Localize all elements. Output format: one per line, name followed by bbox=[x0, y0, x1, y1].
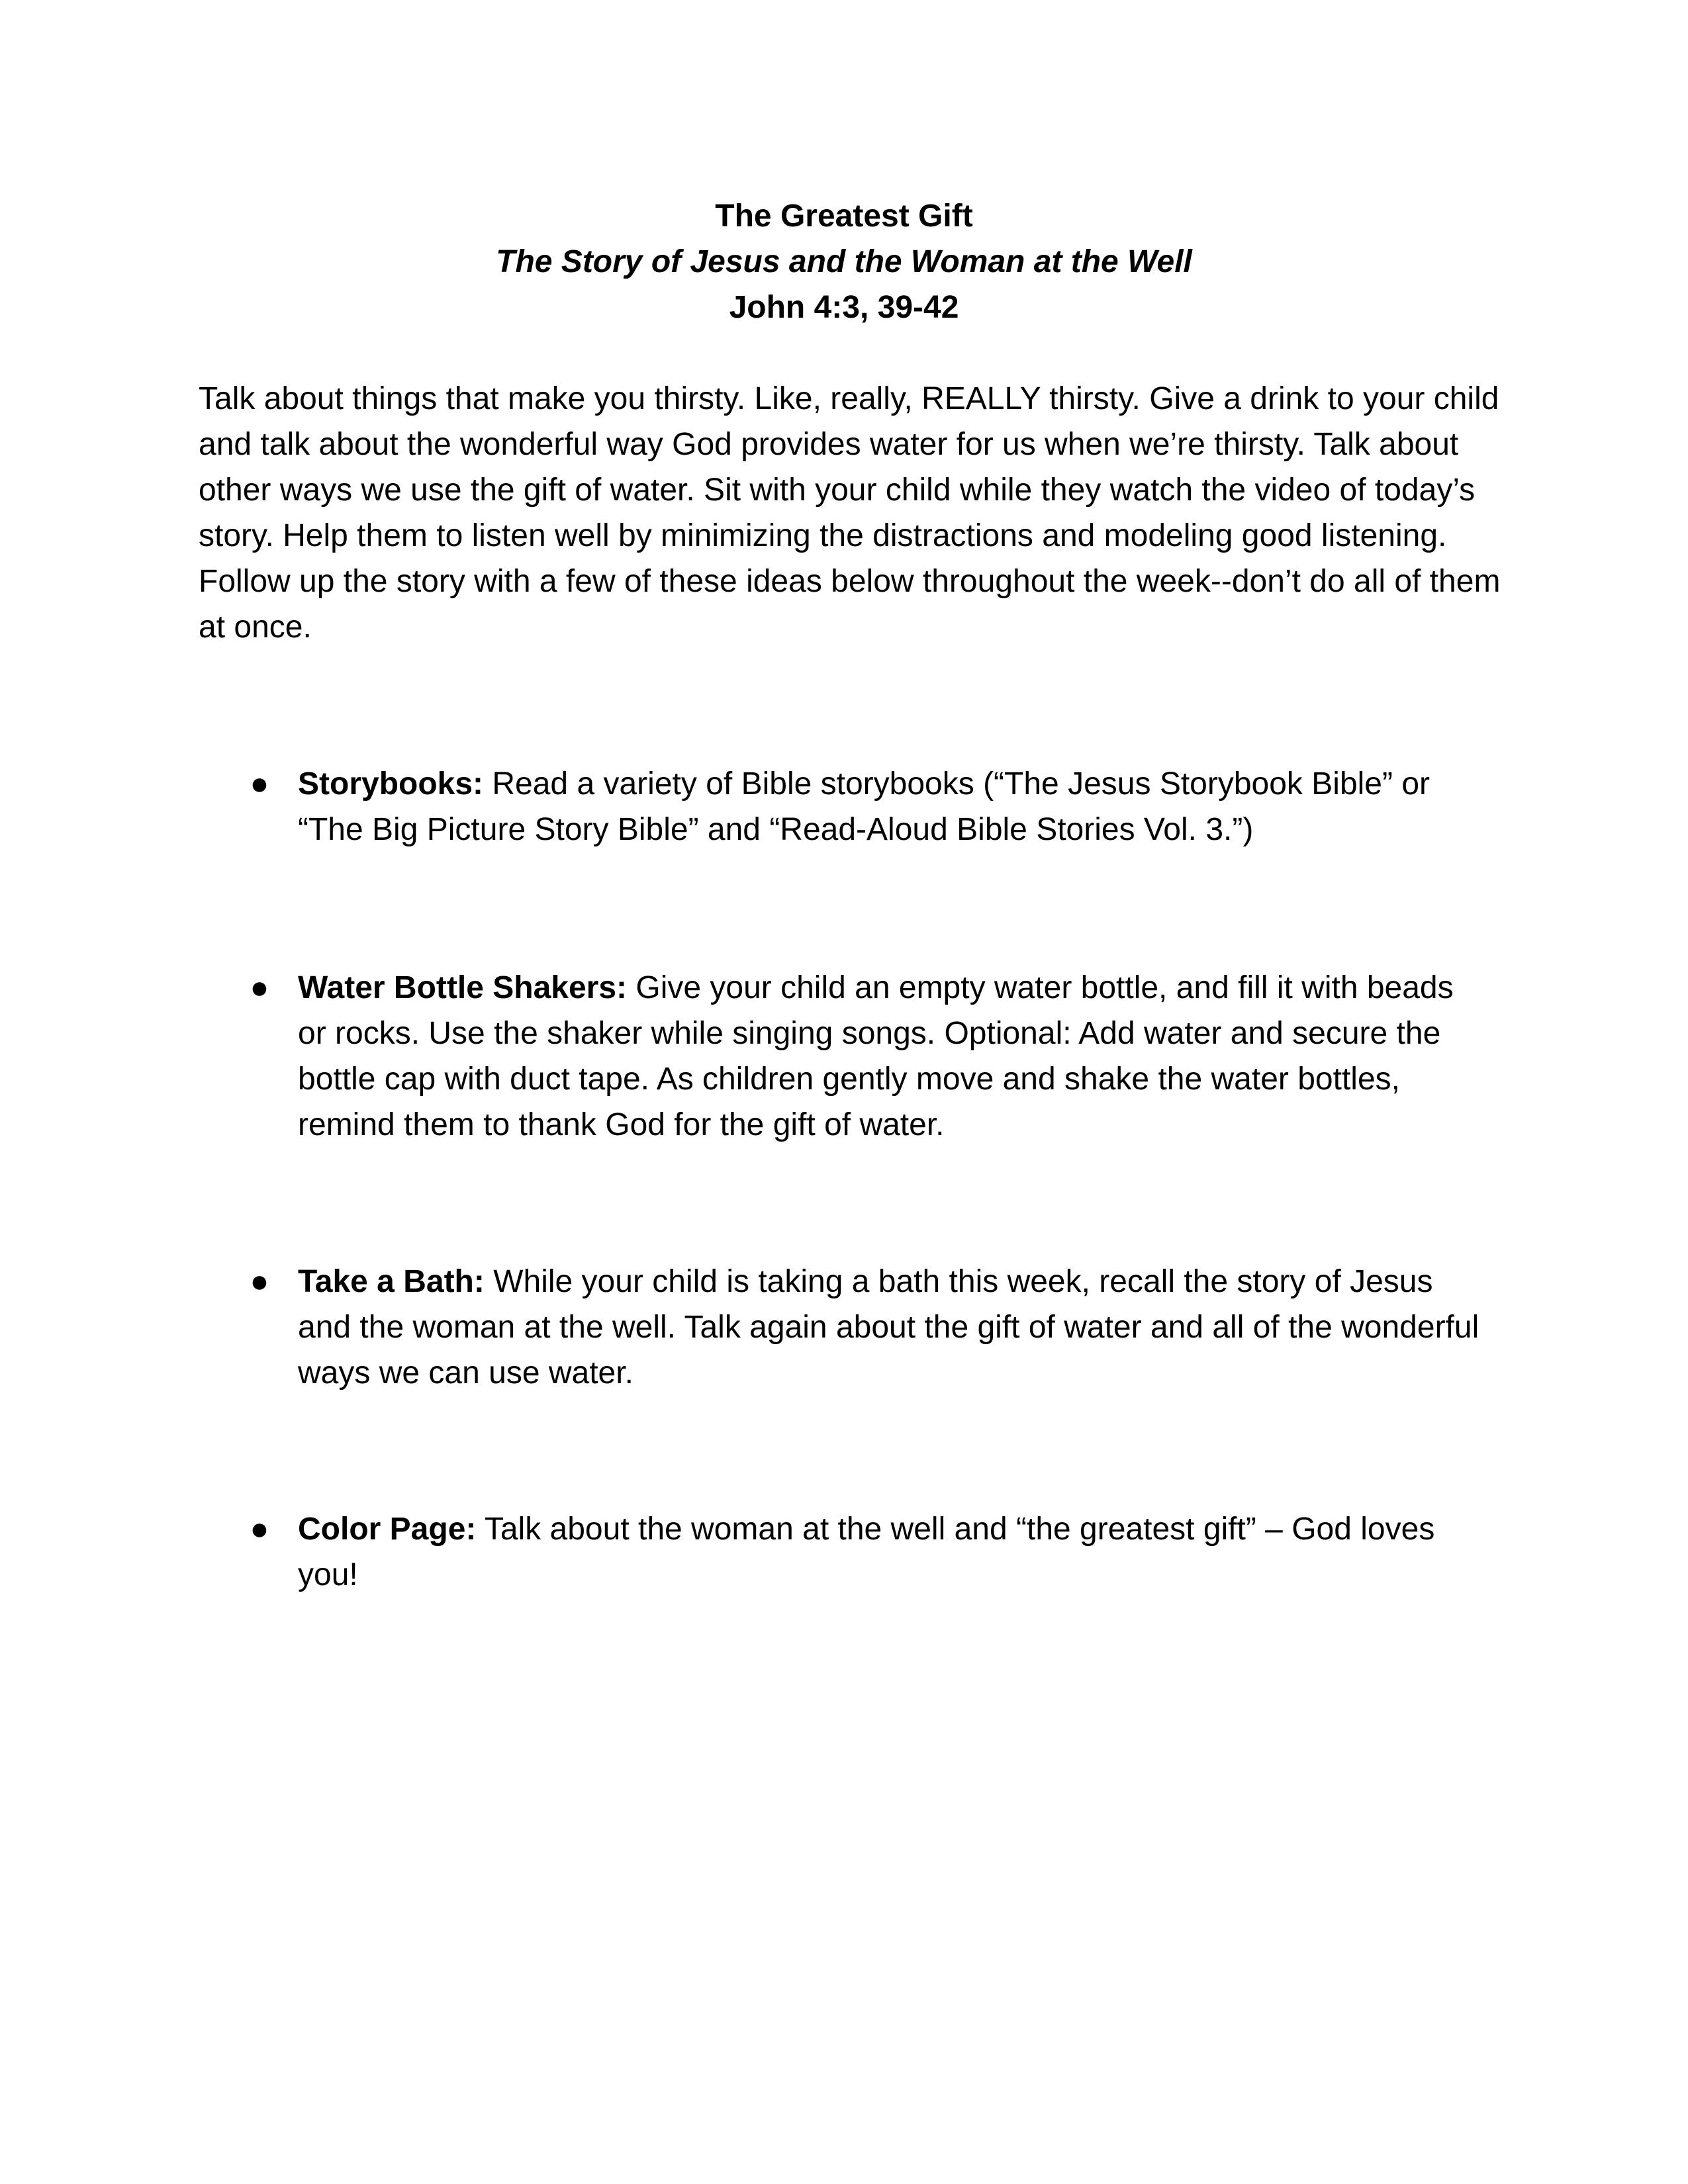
activity-term: Storybooks: bbox=[298, 766, 484, 801]
activity-item-take-a-bath bbox=[250, 1259, 1489, 1396]
bullet-icon: ● bbox=[250, 1264, 269, 1299]
activity-term: Color Page: bbox=[298, 1512, 477, 1547]
document-subtitle: The Story of Jesus and the Woman at the Well bbox=[496, 244, 1192, 279]
activity-text: Give your child an empty water bottle, and fill it with beads or rocks. Use the shaker while singing songs. Optional: Add water and secure the bottle cap with duct tape. As children gently move and shake the water bottles, remind them to thank God for the gift of water. bbox=[298, 970, 1454, 1142]
document-header bbox=[0, 193, 1688, 330]
bullet-icon: ● bbox=[250, 1512, 269, 1547]
activity-text: Read a variety of Bible storybooks (“The Jesus Storybook Bible” or “The Big Picture Story Bible” and “Read-Aloud Bible Stories Vol. 3.”) bbox=[298, 766, 1430, 847]
document-title: The Greatest Gift bbox=[715, 199, 973, 234]
intro-paragraph: Talk about things that make you thirsty. Like, really, REALLY thirsty. Give a drink to your child and talk about the wonderful way God provides water for us when we’re thirsty. Talk about other ways we use the gift of water. Sit with your child while they watch the video of today’s story. Help them to listen well by minimizing the distractions and modeling good listening. Follow up the story with a few of these ideas below throughout the week--don’t do all of them at once. bbox=[199, 381, 1501, 645]
activity-text: While your child is taking a bath this week, recall the story of Jesus and the woman at the well. Talk again about the gift of water and all of the wonderful ways we can use water. bbox=[298, 1264, 1479, 1390]
bullet-icon: ● bbox=[250, 766, 269, 801]
activity-term: Water Bottle Shakers: bbox=[298, 970, 628, 1005]
bullet-icon: ● bbox=[250, 970, 269, 1005]
activity-term: Take a Bath: bbox=[298, 1264, 485, 1299]
scripture-reference: John 4:3, 39-42 bbox=[729, 290, 959, 325]
activity-text: Talk about the woman at the well and “the greatest gift” – God loves you! bbox=[298, 1512, 1435, 1592]
activity-item-color-page bbox=[250, 1506, 1489, 1598]
activity-item-water-bottle-shakers bbox=[250, 965, 1489, 1148]
activity-item-storybooks bbox=[250, 761, 1489, 852]
